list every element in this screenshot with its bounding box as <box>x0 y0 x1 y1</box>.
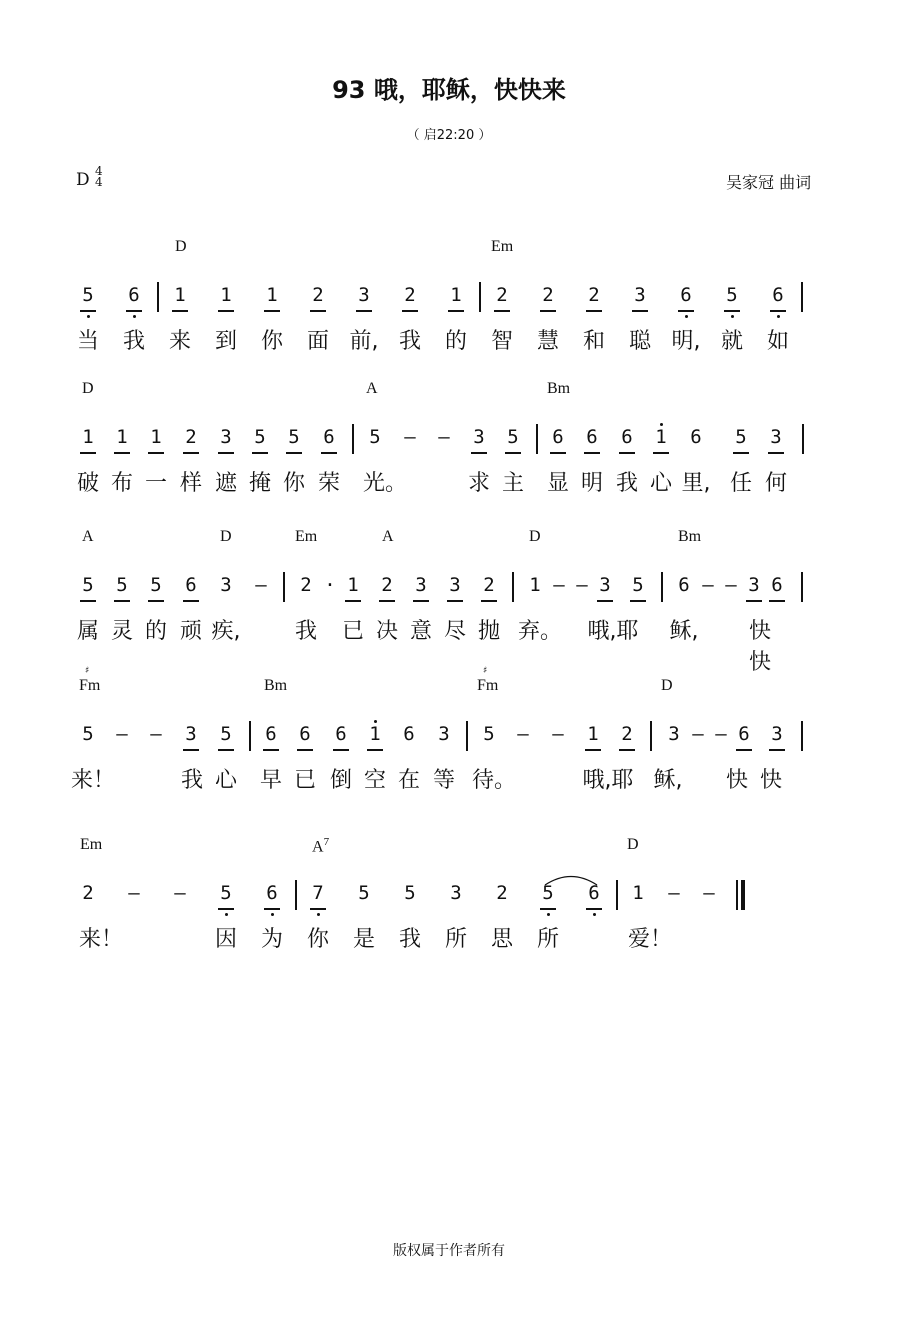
lyric-syllable: 抛 <box>477 619 500 644</box>
lyric-syllable: 我 <box>398 329 421 354</box>
note: 2 <box>491 284 513 306</box>
lyric-syllable: 显 <box>546 471 569 496</box>
chord-symbol: A <box>366 380 378 397</box>
lyric-syllable: 是 <box>352 927 375 952</box>
lyric-syllable: 我 <box>180 768 203 793</box>
underline-beam <box>448 310 464 312</box>
underline-beam <box>481 600 497 602</box>
note: 6 <box>583 882 605 904</box>
chord-superscript: 7 <box>323 836 330 848</box>
note: 2 <box>399 284 421 306</box>
lyric-syllable: 掩 <box>248 471 271 496</box>
bar-line <box>157 282 159 312</box>
note: 2 <box>478 574 500 596</box>
lyric-syllable: 因 <box>214 927 237 952</box>
bar-line <box>283 572 285 602</box>
underline-beam <box>471 452 487 454</box>
note: 3 <box>180 723 202 745</box>
lyric-syllable: 何 <box>764 471 787 496</box>
underline-beam <box>379 600 395 602</box>
underline-beam <box>183 452 199 454</box>
underline-beam <box>619 452 635 454</box>
chord-symbol: ♯ Fm <box>79 666 101 694</box>
lyric-syllable: 明 <box>580 471 603 496</box>
underline-beam <box>356 310 372 312</box>
lyric-syllable: 稣, <box>669 619 699 644</box>
dash-note: – <box>404 426 416 448</box>
note: 1 <box>632 882 644 904</box>
lyric-syllable: 顽 <box>179 619 202 644</box>
note: 5 <box>369 426 381 448</box>
note: 6 <box>123 284 145 306</box>
dash-note: – <box>715 723 727 745</box>
lyric-syllable: 面 <box>306 329 329 354</box>
note: 1 <box>77 426 99 448</box>
lyric-syllable: 意 <box>409 619 432 644</box>
underline-beam <box>597 600 613 602</box>
lyric-syllable: 待。 <box>472 768 517 793</box>
lyric-syllable: 早 <box>259 768 282 793</box>
lyric-syllable: 荣 <box>317 471 340 496</box>
lyric-syllable: 来！ <box>71 768 116 793</box>
underline-beam <box>80 310 96 312</box>
dash-note: – <box>128 882 140 904</box>
lyric-syllable: 慧 <box>536 329 559 354</box>
underline-beam <box>540 908 556 910</box>
underline-beam <box>653 452 669 454</box>
underline-beam <box>345 600 361 602</box>
underline-beam <box>619 749 635 751</box>
lyric-syllable: 你 <box>306 927 329 952</box>
note: 5 <box>215 882 237 904</box>
final-bar-thin <box>736 880 738 910</box>
note: 1 <box>445 284 467 306</box>
dash-note: – <box>116 723 128 745</box>
underline-beam <box>724 310 740 312</box>
chord-symbol: D <box>661 677 673 694</box>
lyric-syllable: 光。 <box>363 471 408 496</box>
lyric-syllable: 聪 <box>628 329 651 354</box>
lyric-syllable: 快快 <box>748 619 771 675</box>
underline-beam <box>505 452 521 454</box>
note: 2 <box>300 574 312 596</box>
underline-beam <box>678 310 694 312</box>
note: 3 <box>468 426 490 448</box>
note: 5 <box>537 882 559 904</box>
note: 6 <box>678 574 690 596</box>
underline-beam <box>263 749 279 751</box>
underline-beam <box>768 452 784 454</box>
low-octave-dot <box>225 913 228 916</box>
note: 5 <box>721 284 743 306</box>
high-octave-dot <box>374 720 377 723</box>
note: 2 <box>583 284 605 306</box>
bar-line <box>512 572 514 602</box>
note: 2 <box>616 723 638 745</box>
dash-note: – <box>668 882 680 904</box>
time-sig-bottom: 4 <box>95 175 103 189</box>
bar-line <box>801 282 803 312</box>
note: 1 <box>529 574 541 596</box>
lyric-syllable: 求 <box>467 471 490 496</box>
note: 1 <box>261 284 283 306</box>
note: 6 <box>766 574 788 596</box>
note: 5 <box>627 574 649 596</box>
note: 6 <box>616 426 638 448</box>
note: 3 <box>766 723 788 745</box>
lyric-syllable: 哦,耶 <box>582 768 634 793</box>
note: 5 <box>145 574 167 596</box>
note: 6 <box>733 723 755 745</box>
note: 1 <box>364 723 386 745</box>
underline-beam <box>218 908 234 910</box>
note: 3 <box>668 723 680 745</box>
high-octave-dot <box>660 423 663 426</box>
underline-beam <box>126 310 142 312</box>
note: 5 <box>77 574 99 596</box>
lyric-syllable: 为 <box>260 927 283 952</box>
bar-line <box>802 424 804 454</box>
note: 3 <box>444 574 466 596</box>
bar-line <box>295 880 297 910</box>
dash-note: – <box>576 574 588 596</box>
chord-symbol: ♯ Fm <box>477 666 499 694</box>
note: 5 <box>82 723 94 745</box>
note: 6 <box>318 426 340 448</box>
lyric-syllable: 我 <box>294 619 317 644</box>
underline-beam <box>586 310 602 312</box>
note: 6 <box>767 284 789 306</box>
low-octave-dot <box>685 315 688 318</box>
underline-beam <box>218 452 234 454</box>
composer-credit: 吴家冠 曲词 <box>726 173 812 192</box>
chord-symbol: D <box>529 528 541 545</box>
lyric-syllable: 思 <box>490 927 513 952</box>
note: 3 <box>215 426 237 448</box>
note: 5 <box>111 574 133 596</box>
chord-symbol: Em <box>295 528 318 545</box>
note: 7 <box>307 882 329 904</box>
underline-beam <box>333 749 349 751</box>
lyric-syllable: 快 <box>759 768 782 793</box>
underline-beam <box>310 310 326 312</box>
key-label: D <box>76 170 90 190</box>
lyric-syllable: 心 <box>649 471 672 496</box>
lyric-syllable: 已 <box>293 768 316 793</box>
note: 6 <box>675 284 697 306</box>
low-octave-dot <box>87 315 90 318</box>
lyric-syllable: 就 <box>720 329 743 354</box>
lyric-syllable: 和 <box>582 329 605 354</box>
note: 6 <box>180 574 202 596</box>
note: 1 <box>215 284 237 306</box>
underline-beam <box>264 310 280 312</box>
lyric-syllable: 到 <box>214 329 237 354</box>
low-octave-dot <box>133 315 136 318</box>
lyric-syllable: 决 <box>375 619 398 644</box>
note: 5 <box>483 723 495 745</box>
note: 2 <box>376 574 398 596</box>
note: 1 <box>169 284 191 306</box>
dash-note: – <box>553 574 565 596</box>
underline-beam <box>447 600 463 602</box>
note: 5 <box>404 882 416 904</box>
chord-symbol: Bm <box>547 380 571 397</box>
note: 3 <box>594 574 616 596</box>
key-signature <box>76 164 103 190</box>
underline-beam <box>586 908 602 910</box>
final-bar-thick <box>741 880 745 910</box>
underline-beam <box>585 749 601 751</box>
underline-beam <box>148 452 164 454</box>
dash-note: – <box>150 723 162 745</box>
lyric-syllable: 来 <box>168 329 191 354</box>
underline-beam <box>402 310 418 312</box>
note: 5 <box>358 882 370 904</box>
underline-beam <box>172 310 188 312</box>
chord-symbol: Em <box>80 836 103 853</box>
lyric-syllable: 快 <box>725 768 748 793</box>
dash-note: – <box>703 882 715 904</box>
chord-symbol: A <box>82 528 94 545</box>
sharp-sign: ♯ <box>85 666 90 676</box>
lyric-syllable: 已 <box>341 619 364 644</box>
dash-note: – <box>725 574 737 596</box>
low-octave-dot <box>731 315 734 318</box>
lyric-syllable: 样 <box>179 471 202 496</box>
chord-symbol: D <box>220 528 232 545</box>
lyric-syllable: 一 <box>144 471 167 496</box>
dash-note: – <box>255 574 267 596</box>
note: 3 <box>220 574 232 596</box>
lyric-syllable: 所 <box>536 927 559 952</box>
copyright-footer: 版权属于作者所有 <box>393 1243 505 1259</box>
low-octave-dot <box>547 913 550 916</box>
note: 2 <box>180 426 202 448</box>
underline-beam <box>321 452 337 454</box>
underline-beam <box>630 600 646 602</box>
lyric-syllable: 我 <box>122 329 145 354</box>
chord-symbol: Bm <box>264 677 288 694</box>
bar-line <box>249 721 251 751</box>
lyric-syllable: 的 <box>144 619 167 644</box>
note: 5 <box>283 426 305 448</box>
slur-tie <box>543 872 599 886</box>
low-octave-dot <box>271 913 274 916</box>
note: 2 <box>307 284 329 306</box>
lyric-syllable: 主 <box>501 471 524 496</box>
underline-beam <box>584 452 600 454</box>
lyric-syllable: 前, <box>349 329 379 354</box>
underline-beam <box>733 452 749 454</box>
chord-symbol: D <box>175 238 187 255</box>
note: 3 <box>438 723 450 745</box>
note: 5 <box>502 426 524 448</box>
underline-beam <box>218 310 234 312</box>
note: 3 <box>743 574 765 596</box>
underline-beam <box>252 452 268 454</box>
lyric-syllable: 破 <box>76 471 99 496</box>
note: 1 <box>582 723 604 745</box>
time-signature <box>95 166 103 188</box>
dash-note: – <box>438 426 450 448</box>
note: 5 <box>215 723 237 745</box>
note: 1 <box>650 426 672 448</box>
lyric-syllable: 布 <box>110 471 133 496</box>
underline-beam <box>218 749 234 751</box>
lyric-syllable: 心 <box>214 768 237 793</box>
note: 3 <box>765 426 787 448</box>
note: 5 <box>77 284 99 306</box>
underline-beam <box>632 310 648 312</box>
dash-note: – <box>517 723 529 745</box>
note: 2 <box>537 284 559 306</box>
underline-beam <box>770 310 786 312</box>
lyric-syllable: 空 <box>363 768 386 793</box>
note: 6 <box>581 426 603 448</box>
bar-line <box>536 424 538 454</box>
lyric-syllable: 稣, <box>653 768 683 793</box>
lyric-syllable: 所 <box>444 927 467 952</box>
note: 6 <box>690 426 702 448</box>
chord-symbol: A <box>382 528 394 545</box>
dash-note: – <box>692 723 704 745</box>
bar-line <box>801 721 803 751</box>
lyric-syllable: 如 <box>766 329 789 354</box>
underline-beam <box>114 600 130 602</box>
underline-beam <box>540 310 556 312</box>
chord-symbol: D <box>82 380 94 397</box>
underline-beam <box>769 749 785 751</box>
bar-line <box>352 424 354 454</box>
lyric-syllable: 属 <box>76 619 99 644</box>
bar-line <box>616 880 618 910</box>
chord-symbol: Bm <box>678 528 702 545</box>
lyric-syllable: 弃。 <box>518 619 563 644</box>
sharp-sign: ♯ <box>483 666 488 676</box>
bar-line <box>801 572 803 602</box>
note: 6 <box>330 723 352 745</box>
note: 5 <box>730 426 752 448</box>
note: 5 <box>249 426 271 448</box>
note: 3 <box>450 882 462 904</box>
note: 6 <box>260 723 282 745</box>
note: 1 <box>111 426 133 448</box>
note: 3 <box>410 574 432 596</box>
bar-line <box>466 721 468 751</box>
underline-beam <box>310 908 326 910</box>
note: 1 <box>342 574 364 596</box>
underline-beam <box>80 600 96 602</box>
lyric-syllable: 爱！ <box>628 927 673 952</box>
lyric-syllable: 任 <box>729 471 752 496</box>
underline-beam <box>297 749 313 751</box>
time-sig-top: 4 <box>95 164 103 178</box>
bar-line <box>661 572 663 602</box>
note: 6 <box>547 426 569 448</box>
lyric-syllable: 遮 <box>214 471 237 496</box>
scripture-reference: （ 启22:20 ） <box>406 128 492 143</box>
dot-note: · <box>324 574 336 596</box>
underline-beam <box>286 452 302 454</box>
lyric-syllable: 我 <box>398 927 421 952</box>
note: 3 <box>353 284 375 306</box>
low-octave-dot <box>777 315 780 318</box>
bar-line <box>479 282 481 312</box>
lyric-syllable: 等 <box>432 768 455 793</box>
dash-note: – <box>702 574 714 596</box>
lyric-syllable: 我 <box>615 471 638 496</box>
note: 6 <box>403 723 415 745</box>
low-octave-dot <box>317 913 320 916</box>
song-title: 93 哦，耶稣，快快来 <box>332 76 566 104</box>
note: 2 <box>82 882 94 904</box>
low-octave-dot <box>593 913 596 916</box>
underline-beam <box>264 908 280 910</box>
underline-beam <box>413 600 429 602</box>
underline-beam <box>736 749 752 751</box>
dash-note: – <box>174 882 186 904</box>
lyric-syllable: 里, <box>681 471 711 496</box>
underline-beam <box>746 600 762 602</box>
lyric-syllable: 倒 <box>329 768 352 793</box>
lyric-syllable: 尽 <box>443 619 466 644</box>
lyric-syllable: 明, <box>671 329 701 354</box>
underline-beam <box>114 452 130 454</box>
underline-beam <box>494 310 510 312</box>
chord-symbol: Em <box>491 238 514 255</box>
lyric-syllable: 疾, <box>211 619 241 644</box>
underline-beam <box>550 452 566 454</box>
chord-symbol: $A^7$ <box>312 836 330 856</box>
chord-symbol: D <box>627 836 639 853</box>
lyric-syllable: 智 <box>490 329 513 354</box>
lyric-syllable: 在 <box>397 768 420 793</box>
note: 3 <box>629 284 651 306</box>
underline-beam <box>80 452 96 454</box>
lyric-syllable: 当 <box>76 329 99 354</box>
underline-beam <box>769 600 785 602</box>
note: 1 <box>145 426 167 448</box>
lyric-syllable: 你 <box>260 329 283 354</box>
lyric-syllable: 来！ <box>79 927 124 952</box>
lyric-syllable: 灵 <box>110 619 133 644</box>
lyric-syllable: 的 <box>444 329 467 354</box>
note: 2 <box>496 882 508 904</box>
underline-beam <box>183 600 199 602</box>
note: 6 <box>261 882 283 904</box>
underline-beam <box>183 749 199 751</box>
underline-beam <box>148 600 164 602</box>
lyric-syllable: 哦,耶 <box>587 619 639 644</box>
underline-beam <box>367 749 383 751</box>
dash-note: – <box>552 723 564 745</box>
note: 6 <box>294 723 316 745</box>
lyric-syllable: 你 <box>282 471 305 496</box>
bar-line <box>650 721 652 751</box>
